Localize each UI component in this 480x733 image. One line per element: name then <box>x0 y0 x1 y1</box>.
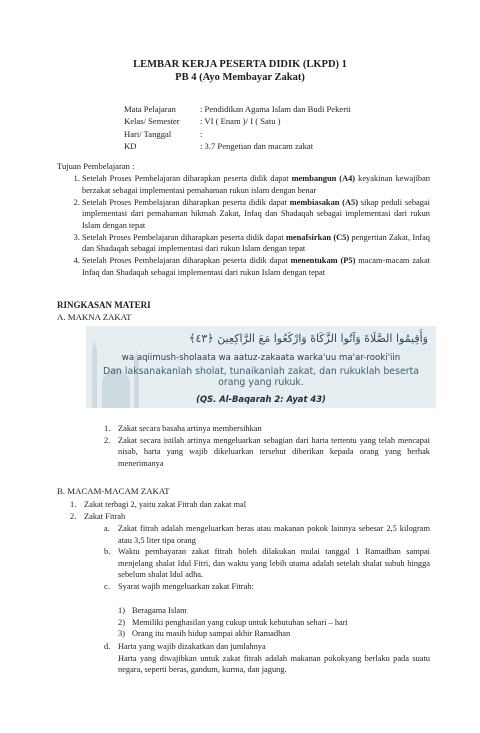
section-a-heading: A. MAKNA ZAKAT <box>57 312 132 322</box>
list-item <box>104 653 430 676</box>
list-item: 1. Zakat secara basaha artinya membersihkan <box>104 424 262 433</box>
info-value: : 3.7 Pengetian dan macam zakat <box>200 141 314 152</box>
list-item: 1. Zakat terbagi 2, yaitu zakat Fitrah dan zakat mal <box>70 500 247 509</box>
objective-item: 2. Setelah Proses Pembelajaran diharapkan peserta didik dapat membiasakan (A5) sikap peduli sebagai implementasi dari pemahaman hikmah Zakat, Infaq dan Shadaqah sebagai implementasi dari rukun Islam dengan tepat <box>82 197 430 232</box>
syarat-list <box>118 605 430 640</box>
info-value: : Pendidikan Agama Islam dan Budi Pekerti <box>200 104 351 114</box>
quran-verse-banner <box>86 326 436 408</box>
arabic-verse: وَأَقِيمُوا الصَّلَاةَ وَآتُوا الزَّكَاةَ وَارْكَعُوا مَعَ الرَّاكِعِينَ ﴿٤٣﴾ <box>189 332 428 345</box>
info-label: Hari/ Tanggal <box>124 128 172 139</box>
macam-list <box>70 499 430 522</box>
info-label: KD <box>124 141 137 152</box>
info-row <box>124 128 351 140</box>
tujuan-heading: Tujuan Pembelajaran : <box>57 161 135 171</box>
makna-list <box>104 423 430 469</box>
info-value: : VI ( Enam )/ I ( Satu ) <box>200 116 281 127</box>
objectives-list <box>70 173 430 279</box>
info-row <box>124 115 351 127</box>
objective-item: 3. Setelah Proses Pembelajaran diharapkan peserta didik dapat menafsirkan (C5) pengertian Zakat, Infaq dan Shadaqah sebagai implementasi dari rukun Islam dengan tepat <box>82 232 430 255</box>
latin-transliteration: wa aqiimush-sholaata wa aatuz-zakaata warka'uu ma'ar-rooki'iin <box>121 353 401 363</box>
objective-item: 4. Setelah Proses Pembelajaran diharapkan peserta didik dapat menentukam (P5) macam-macam zakat Infaq dan Shadaqah sebagai implementasi dari rukun Islam dengan tepat <box>82 255 430 278</box>
list-item: d. Harta yang wajib dizakatkan dan jumlahnya <box>104 642 266 651</box>
document-subtitle: PB 4 (Ayo Membayar Zakat) <box>175 72 305 83</box>
info-row <box>124 103 351 115</box>
info-row <box>124 140 351 152</box>
section-b-heading: B. MACAM-MACAM ZAKAT <box>57 486 170 496</box>
harta-description: Harta yang diwajibkan untuk zakat fitrah adalah makanan pokokyang berlaku pada suatu negara, seperti beras, gandum, kurma, dan jagung. <box>118 653 430 675</box>
list-item: 2) Memiliki penghasilan yang cukup untuk kebutuhan sehari – hari <box>118 617 348 627</box>
list-item: a. Zakat fitrah adalah mengeluarkan beras atau makanan pokok lainnya sebesar 2,5 kilogram atau 3,5 liter tipa orang <box>104 524 430 545</box>
list-item: c. Syarat wajib mengeluarkan zakat Fitrah: <box>104 581 254 591</box>
list-item: b. Waktu pembayaran zakat fitrah boleh dilakukan mulai tanggal 1 Ramadhan sampai menjelang shalat Idul Fitri, dan waktu yang lebih utama adalah setelah shalat subuh hingga sebelum shalat Idul adha. <box>104 547 430 580</box>
info-label: Kelas/ Semester <box>124 116 180 127</box>
objective-item: 1. Setelah Proses Pembelajaran diharapkan peserta didik dapat membangun (A4) keyakinan kewajiban berzakat sebagai implementasi pemahaman rukun islam dengan benar <box>82 173 430 196</box>
verse-reference: (QS. Al-Baqarah 2: Ayat 43) <box>196 394 326 404</box>
document-title: LEMBAR KERJA PESERTA DIDIK (LKPD) 1 <box>133 59 347 70</box>
info-value: : <box>200 128 203 139</box>
ringkasan-heading: RINGKASAN MATERI <box>57 300 151 310</box>
info-label: Mata Pelajaran <box>124 104 176 114</box>
list-item: 2. Zakat Fitrah <box>70 511 126 521</box>
list-item: 3) Orang itu masih hidup sampai akhir Ramadhan <box>118 629 291 639</box>
info-table <box>124 103 351 153</box>
list-item: 1) Beragama Islam <box>118 606 187 615</box>
fitrah-list <box>104 523 430 593</box>
list-item: 2. Zakat secara istilah artinya mengeluarkan sebagian dari harta tertentu yang telah mencapai nisab, harta yang wajib dikeluarkan tersebut diberikan kepada orang yang berhak menerimanya <box>104 435 430 468</box>
harta-list <box>104 641 430 676</box>
verse-translation: Dan laksanakanlah sholat, tunaikanlah zakat, dan rukuklah beserta orang yang rukuk. <box>102 366 420 388</box>
